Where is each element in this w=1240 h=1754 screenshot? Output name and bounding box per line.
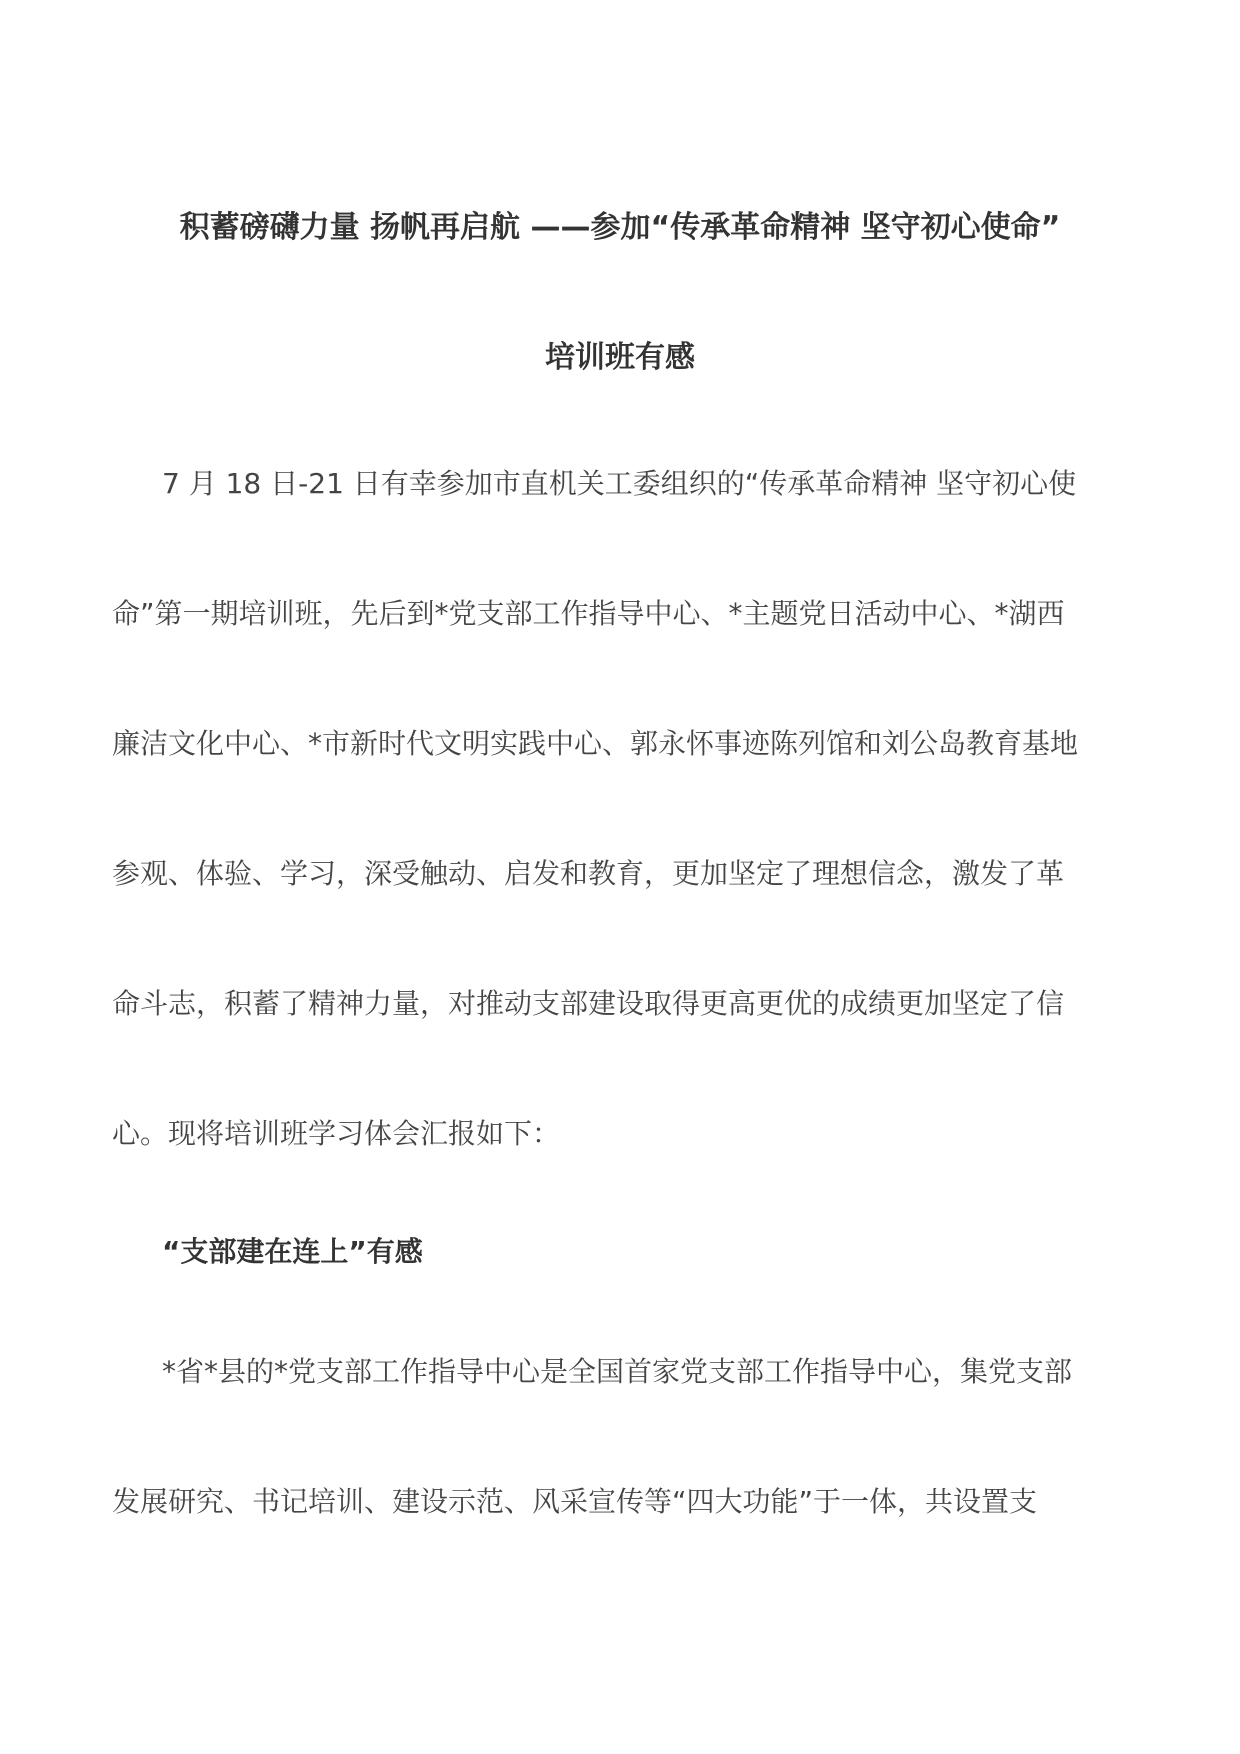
- section-1-paragraph-line-2: 发展研究、书记培训、建设示范、风采宣传等“四大功能”于一体，共设置支: [112, 1485, 1038, 1518]
- paragraph-1-line-1: 7 月 18 日-21 日有幸参加市直机关工委组织的“传承革命精神 坚守初心使: [162, 467, 1077, 500]
- paragraph-1-line-4: 参观、体验、学习，深受触动、启发和教育，更加坚定了理想信念，激发了革: [112, 857, 1065, 890]
- paragraph-1-line-2: 命”第一期培训班，先后到*党支部工作指导中心、*主题党日活动中心、*湖西: [112, 597, 1065, 630]
- paragraph-1-line-5: 命斗志，积蓄了精神力量，对推动支部建设取得更高更优的成绩更加坚定了信: [112, 987, 1065, 1020]
- paragraph-1-line-6: 心。现将培训班学习体会汇报如下：: [112, 1117, 561, 1150]
- section-1-heading: “支部建在连上”有感: [162, 1235, 423, 1268]
- section-1-paragraph-line-1: *省*县的*党支部工作指导中心是全国首家党支部工作指导中心，集党支部: [162, 1355, 1073, 1388]
- paragraph-1-line-3: 廉洁文化中心、*市新时代文明实践中心、郭永怀事迹陈列馆和刘公岛教育基地: [112, 727, 1079, 760]
- document-title-line-2: 培训班有感: [545, 340, 695, 375]
- document-title-line-1: 积蓄磅礴力量 扬帆再启航 ——参加“传承革命精神 坚守初心使命”: [179, 210, 1061, 245]
